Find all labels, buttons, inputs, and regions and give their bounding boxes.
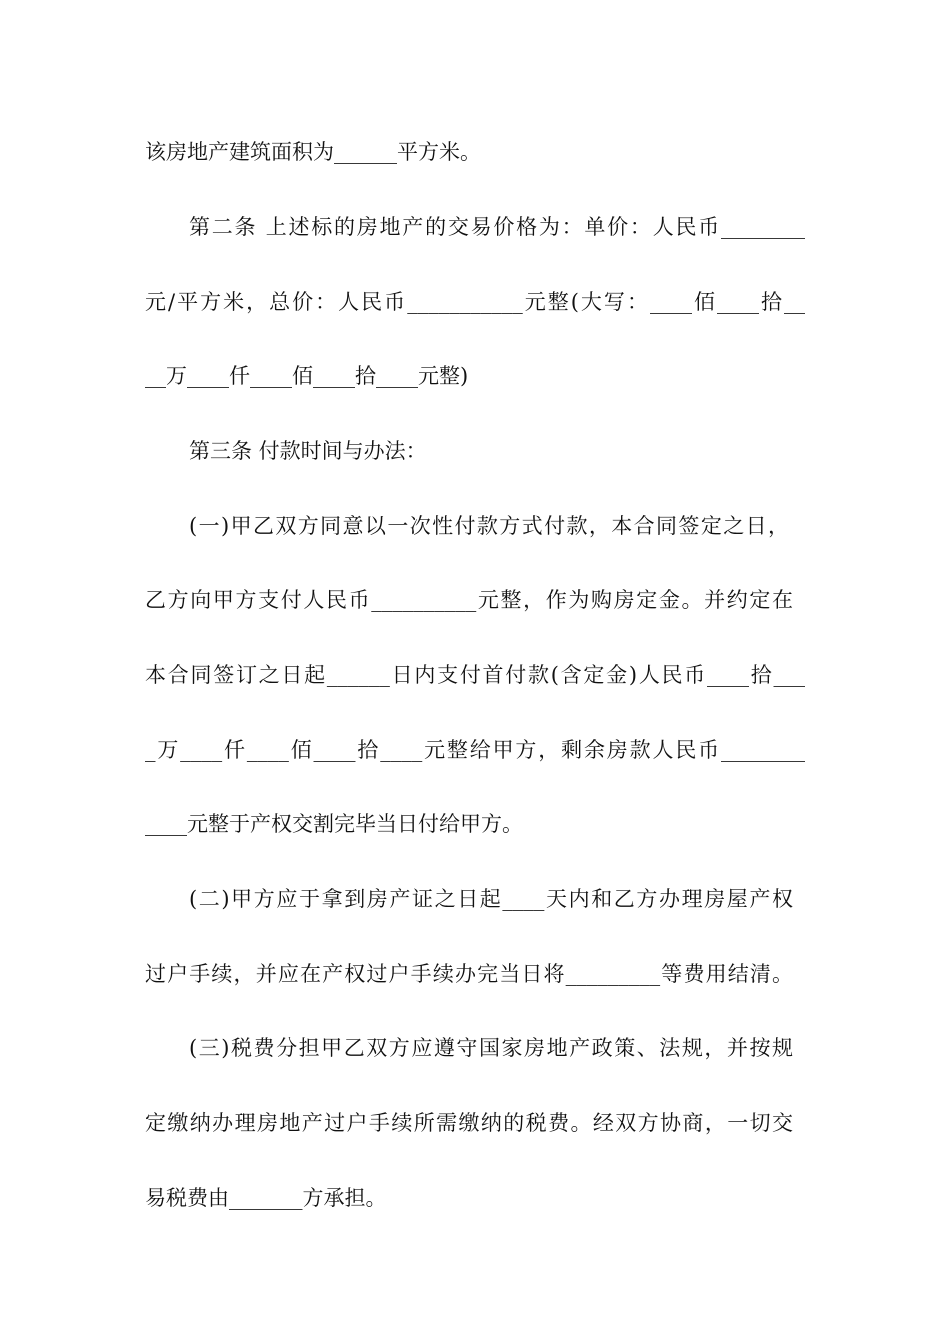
text-line: 易税费由_______方承担。 [145,1186,387,1210]
text-line: __万____仟____佰____拾____元整) [145,364,469,388]
text-line: 定缴纳办理房地产过户手续所需缴纳的税费。经双方协商，一切交 [145,1111,793,1135]
text-line: 第二条 上述标的房地产的交易价格为：单价：人民币________ [189,215,805,239]
text-line: _万____仟____佰____拾____元整给甲方，剩余房款人民币________ [145,738,805,762]
text-line: (三)税费分担甲乙双方应遵守国家房地产政策、法规，并按规 [189,1036,793,1060]
text-line: 本合同签订之日起______日内支付首付款(含定金)人民币____拾___ [145,663,805,687]
text-line: (一)甲乙双方同意以一次性付款方式付款，本合同签定之日， [189,514,789,538]
text-line: 过户手续，并应在产权过户手续办完当日将_________等费用结清。 [145,962,793,986]
text-line: 乙方向甲方支付人民币__________元整，作为购房定金。并约定在 [145,588,793,612]
text-line: ____元整于产权交割完毕当日付给甲方。 [145,812,523,836]
section-heading: 第三条 付款时间与办法： [189,439,427,463]
text-line: 元/平方米，总价：人民币___________元整(大写：____佰____拾__ [145,290,805,314]
text-line: 该房地产建筑面积为______平方米。 [145,140,481,164]
text-line: (二)甲方应于拿到房产证之日起____天内和乙方办理房屋产权 [189,887,793,911]
